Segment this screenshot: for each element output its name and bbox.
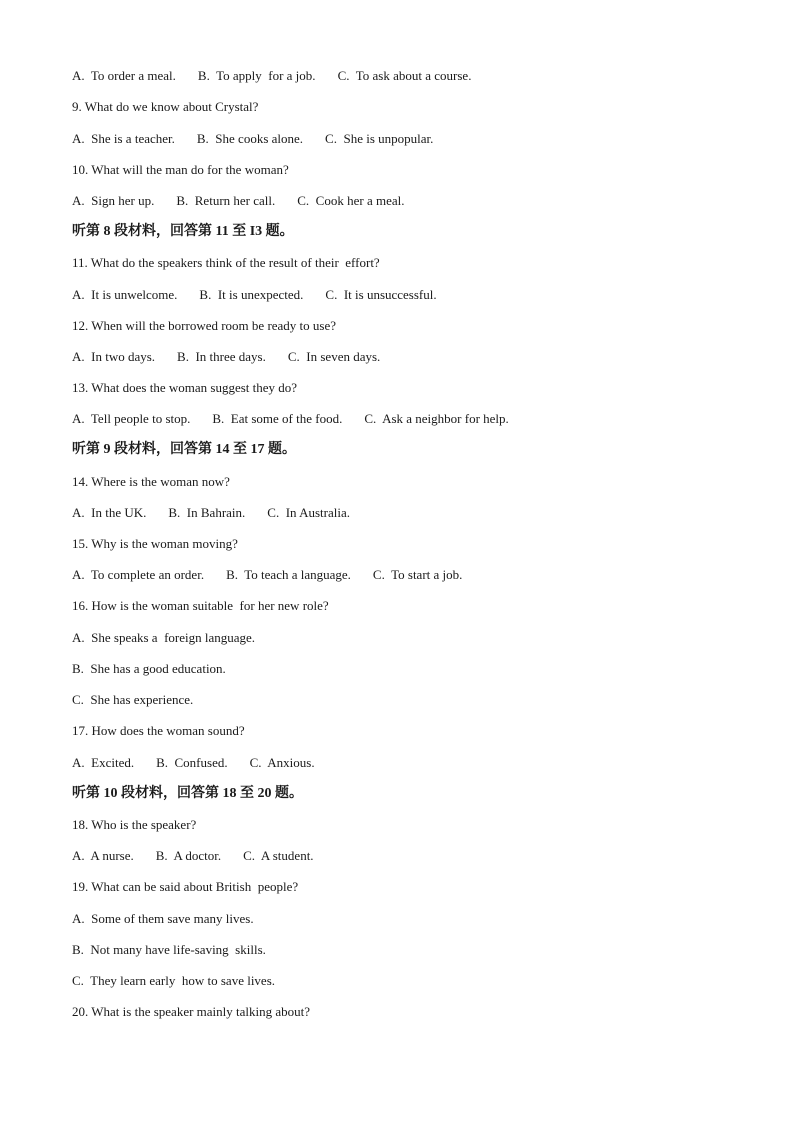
answer-option: C. Cook her a meal. <box>297 193 405 208</box>
answer-option: A. Excited. <box>72 755 135 770</box>
answer-option: C. Anxious. <box>249 755 315 770</box>
answer-option: C. In Australia. <box>267 505 350 520</box>
options-row <box>72 755 315 771</box>
question-text: 17. How does the woman sound? <box>72 723 245 738</box>
answer-option: C. She is unpopular. <box>325 131 434 146</box>
answer-option: C. Ask a neighbor for help. <box>364 411 509 426</box>
options-row <box>72 411 509 427</box>
options-row <box>72 848 314 864</box>
question-text: 19. What can be said about British people? <box>72 879 299 894</box>
answer-option: A. Sign her up. <box>72 193 155 208</box>
answer-option: C. A student. <box>243 848 314 863</box>
answer-option: C. To start a job. <box>372 567 463 582</box>
question-text: 14. Where is the woman now? <box>72 474 230 489</box>
options-row <box>72 287 437 303</box>
options-row <box>72 193 405 209</box>
answer-option: C. To ask about a course. <box>337 68 472 83</box>
options-row <box>72 131 433 147</box>
question-text: 11. What do the speakers think of the result of their effort? <box>72 255 380 270</box>
answer-option: B. To apply for a job. <box>197 68 316 83</box>
question-text: 10. What will the man do for the woman? <box>72 162 289 177</box>
answer-option: A. In two days. <box>72 349 156 364</box>
answer-option: A. It is unwelcome. <box>72 287 178 302</box>
question-text: 12. When will the borrowed room be ready to use? <box>72 318 337 333</box>
answer-option: B. It is unexpected. <box>199 287 304 302</box>
section-heading: 听第 9 段材料，回答第 14 至 17 题。 <box>72 442 296 457</box>
answer-option: A. To order a meal. <box>72 68 176 83</box>
answer-option: B. She cooks alone. <box>196 131 304 146</box>
answer-option: B. To teach a language. <box>226 567 351 582</box>
answer-option: B. In Bahrain. <box>168 505 246 520</box>
options-row <box>72 349 380 365</box>
section-heading: 听第 8 段材料，回答第 11 至 I3 题。 <box>72 224 294 239</box>
answer-option: A. She is a teacher. <box>72 131 175 146</box>
answer-option: A. Some of them save many lives. <box>72 911 254 926</box>
question-text: 9. What do we know about Crystal? <box>72 99 259 114</box>
answer-option: A. A nurse. <box>72 848 134 863</box>
answer-option: B. Not many have life-saving skills. <box>72 942 266 957</box>
answer-option: A. To complete an order. <box>72 567 205 582</box>
section-heading: 听第 10 段材料，回答第 18 至 20 题。 <box>72 786 303 801</box>
question-text: 13. What does the woman suggest they do? <box>72 380 298 395</box>
question-text: 15. Why is the woman moving? <box>72 536 238 551</box>
options-row <box>72 567 462 583</box>
answer-option: A. In the UK. <box>72 505 147 520</box>
answer-option: C. She has experience. <box>72 692 194 707</box>
options-row <box>72 505 350 521</box>
answer-option: B. Eat some of the food. <box>212 411 343 426</box>
answer-option: B. A doctor. <box>155 848 222 863</box>
question-text: 16. How is the woman suitable for her new role? <box>72 598 329 613</box>
answer-option: B. Confused. <box>156 755 228 770</box>
options-row <box>72 68 471 84</box>
answer-option: C. In seven days. <box>287 349 381 364</box>
question-text: 20. What is the speaker mainly talking about? <box>72 1004 311 1019</box>
answer-option: A. She speaks a foreign language. <box>72 630 256 645</box>
answer-option: B. Return her call. <box>176 193 276 208</box>
answer-option: A. Tell people to stop. <box>72 411 191 426</box>
answer-option: C. They learn early how to save lives. <box>72 973 276 988</box>
answer-option: B. She has a good education. <box>72 661 226 676</box>
answer-option: B. In three days. <box>177 349 266 364</box>
answer-option: C. It is unsuccessful. <box>325 287 437 302</box>
question-text: 18. Who is the speaker? <box>72 817 197 832</box>
